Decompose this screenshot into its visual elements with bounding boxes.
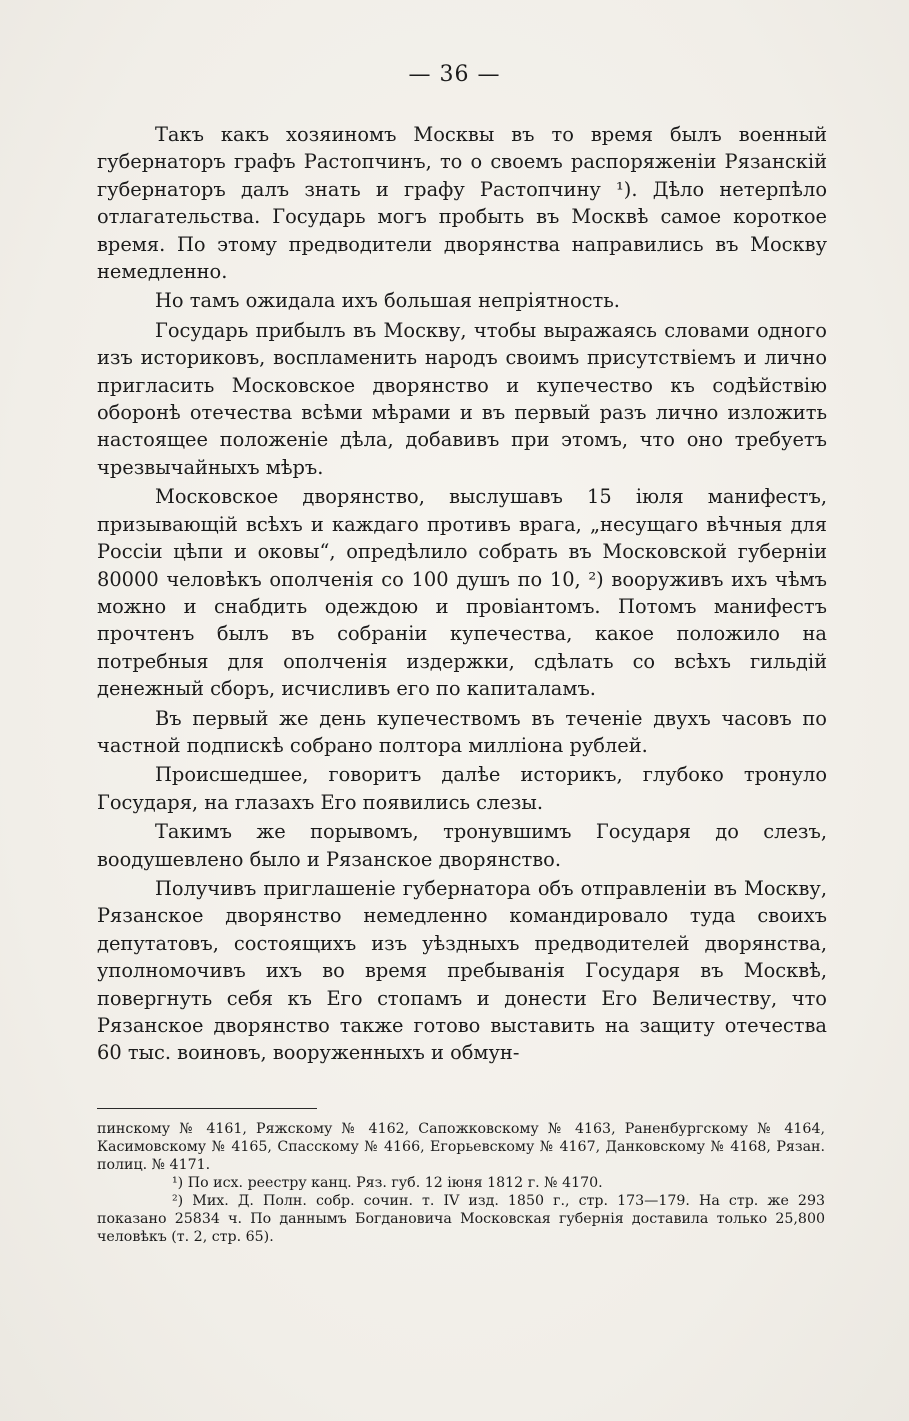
paragraph-6: Происшедшее, говоритъ далѣе историкъ, глубоко тронуло Государя, на глазахъ Его появились слезы. [97, 763, 827, 814]
footnote-divider [97, 1108, 317, 1109]
paragraph-2: Но тамъ ожидала ихъ большая непріятность. [155, 289, 620, 313]
paragraph-1: Такъ какъ хозяиномъ Москвы въ то время былъ военный губернаторъ графъ Растопчинъ, то о своемъ распоряженіи Рязанскій губернаторъ далъ знать и графу Растопчину ¹). Дѣло нетерпѣло отлагательства. Государь могъ пробыть въ Москвѣ самое короткое время. По этому предводители дворянства направились въ Москву немедленно. [97, 123, 827, 284]
paragraph-5: Въ первый же день купечествомъ въ теченіе двухъ часовъ по частной подпискѣ собрано полтора милліона рублей. [97, 706, 827, 757]
footnote-continuation: пинскому № 4161, Ряжскому № 4162, Сапожковскому № 4163, Раненбургскому № 4164, Касимовскому № 4165, Спасскому № 4166, Егорьевскому № 4167, Данковскому № 4168, Рязан. полиц. № 4171. [97, 1121, 825, 1173]
footnote-1: ¹) По исх. реестру канц. Ряз. губ. 12 іюня 1812 г. № 4170. [172, 1175, 603, 1191]
paragraph-7: Такимъ же порывомъ, тронувшимъ Государя до слезъ, воодушевлено было и Рязанское дворянство. [97, 820, 827, 871]
footnotes [97, 1120, 825, 1246]
footnote-2: ²) Мих. Д. Полн. собр. сочин. т. IV изд. 1850 г., стр. 173—179. На стр. же 293 показано 25834 ч. По даннымъ Богдановича Московская губернія доставила только 25,800 человѣкъ (т. 2, стр. 65). [97, 1193, 825, 1245]
page-number: — 36 — [408, 62, 501, 87]
paragraph-4: Московское дворянство, выслушавъ 15 іюля манифестъ, призывающій всѣхъ и каждаго противъ врага, „несущаго вѣчныя для Россіи цѣпи и оковы“, опредѣлило собрать въ Московской губерніи 80000 человѣкъ ополченія со 100 душъ по 10, ²) вооруживъ ихъ чѣмъ можно и снабдить одеждою и провіантомъ. Потомъ манифестъ прочтенъ былъ въ собраніи купечества, какое положило на потребныя для ополченія издержки, сдѣлать со всѣхъ гильдій денежный сборъ, исчисливъ его по капиталамъ. [97, 485, 827, 701]
paragraph-8: Получивъ приглашеніе губернатора объ отправленіи въ Москву, Рязанское дворянство немедленно командировало туда своихъ депутатовъ, состоящихъ изъ уѣздныхъ предводителей дворянства, уполномочивъ ихъ во время пребыванія Государя въ Москвѣ, повергнуть себя къ Его стопамъ и донести Его Величеству, что Рязанское дворянство также готово выставить на защиту отечества 60 тыс. воиновъ, вооруженныхъ и обмун- [97, 876, 827, 1065]
paragraph-3: Государь прибылъ въ Москву, чтобы выражаясь словами одного изъ историковъ, воспламенить народъ своимъ присутствіемъ и лично пригласить Московское дворянство и купечество къ содѣйствію оборонѣ отечества всѣми мѣрами и въ первый разъ лично изложить настоящее положеніе дѣла, добавивъ при этомъ, что оно требуетъ чрезвычайныхъ мѣръ. [97, 318, 827, 479]
main-text [97, 121, 827, 1067]
